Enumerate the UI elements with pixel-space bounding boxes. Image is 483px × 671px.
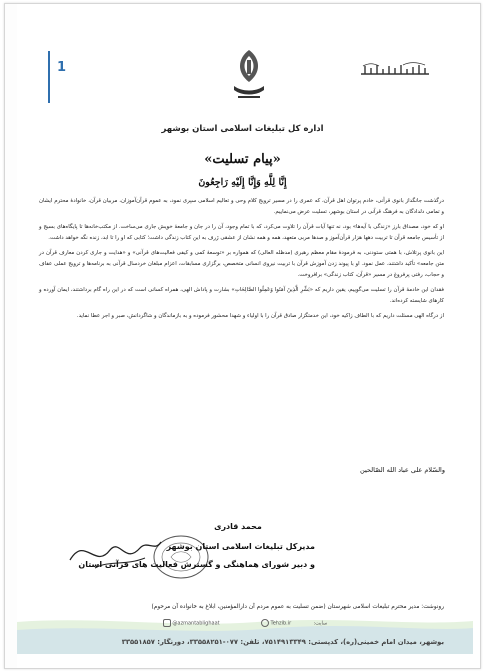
page-number: 1 (57, 60, 67, 75)
organization-name: اداره کل تبلیغات اسلامی استان بوشهر (161, 124, 324, 134)
paragraph: فقدان این خادمهٔ قرآن را تسلیت می‌گوییم، یقین داریم که «بَشِّرِ الَّذِينَ آمَنُوا وَعَمِلُوا الصَّالِحَاتِ» بشارت و پاداش الهی، همراه کسانی است که در این راه گام برداشتند، ایمان آورده و کارهای شایسته کرده‌اند. (39, 287, 444, 304)
paragraph: از درگاه الهی مسئلت داریم که با الطاف زاکیه خود، این خدمتگزار صادق قرآن را با اولیاء و شهدا محشور فرموده و به بازماندگان و شاگردانش، صبر و اجر عطا نماید. (76, 313, 444, 319)
footer-address: بوشهر، میدان امام خمینی(ره)، کدپستی: ۷۵۱۴۹۱۳۳۴۹، تلفن: ۰۷۷-۳۳۵۵۸۲۵۱، دورنگار: ۳۳۵۵۱۸۵۷ (121, 638, 444, 646)
quran-verse: إِنَّا لِلَّهِ وَإِنَّا إِلَيْهِ رَاجِعُونَ (198, 177, 287, 188)
instagram-handle[interactable]: @azmantablighaat (172, 620, 220, 627)
carbon-copy-note: رونوشت: مدیر محترم تبلیغات اسلامی شهرستان (ضمن تسلیت به عموم مردم آن دارالمؤمنین، ابلاغ به خانواده آن مرحوم) (151, 604, 444, 610)
website-link[interactable]: Tehzib.ir (270, 620, 292, 627)
signatory-name: محمد قادری (214, 522, 262, 531)
globe-icon (261, 619, 269, 627)
header-accent-line (48, 51, 50, 103)
letter-page (4, 3, 481, 669)
paragraph: این بانوی پرتلاش، با همتی ستودنی، به فرمودهٔ مقام معظم رهبری (مدظله العالی) که همواره بر «توسعهٔ کمی و کیفی فعالیت‌های قرآنی» و «هدایت و جاری کردن معارف قرآن در متن جامعه» تأکید داشتند، عمل نمود. او با پیوند زدن آموزش قرآن با تربیت نیروی انسانی متخصص، برگزاری مسابقات، اعزام مبلغان خردسال قرآنی به برنامه‌ها و ترویج عملی عفاف و حجاب، رفتی پرفروغ در مسیر «قرآن، کتاب زندگی» برافروخت. (39, 250, 444, 278)
website-label: سایت: (313, 620, 328, 627)
paragraph: درگذشت جانگداز بانوی قرآنی، خادم پرتوان اهل قرآن، که عمری را در مسیر ترویج کلام وحی و تعالیم اسلامی سپری نمود، به عموم قرآن‌آموزان، مربیان قرآن، خانوادهٔ محترم ایشان و تمامی دلدادگان به فرهنگ قرآنی در استان بوشهر، تسلیت عرض می‌نماییم. (39, 198, 444, 215)
signatory-title-secondary: و دبیر شورای هماهنگی و گسترش فعالیت های قرآنی استان (78, 560, 315, 569)
instagram-icon (163, 619, 171, 627)
basmala-calligraphy-icon (359, 62, 431, 78)
paragraph: او که خود، مصداق بارز «زندگی با آیه‌ها» بود، نه تنها آیات قرآن را تلاوت می‌کرد، که با تمام وجود، آن را در جان و جامعهٔ خویش جاری می‌ساخت. از مکتب‌خانه‌ها تا پایگاه‌های بسیج و از تأسیس جامعه قرآن تا تربیت دهها هزار قرآن‌آموز و صدها مربی متعهد، همه و همه نشان از عشقی ژرف به این کتاب زندگی داشت؛ کتابی که او را تا ابد، زنده نگه خواهد داشت. (39, 224, 444, 241)
letter-body (39, 196, 444, 326)
closing-salutation: والسّلام علی عباد الله الصّالحین (360, 466, 445, 474)
footer-contacts (45, 619, 445, 627)
left-margin (5, 4, 17, 668)
organization-logo-icon (230, 48, 268, 100)
signatory-title: مدیرکل تبلیغات اسلامی استان بوشهر (166, 542, 315, 551)
letter-title: «پیام تسلیت» (204, 152, 281, 167)
